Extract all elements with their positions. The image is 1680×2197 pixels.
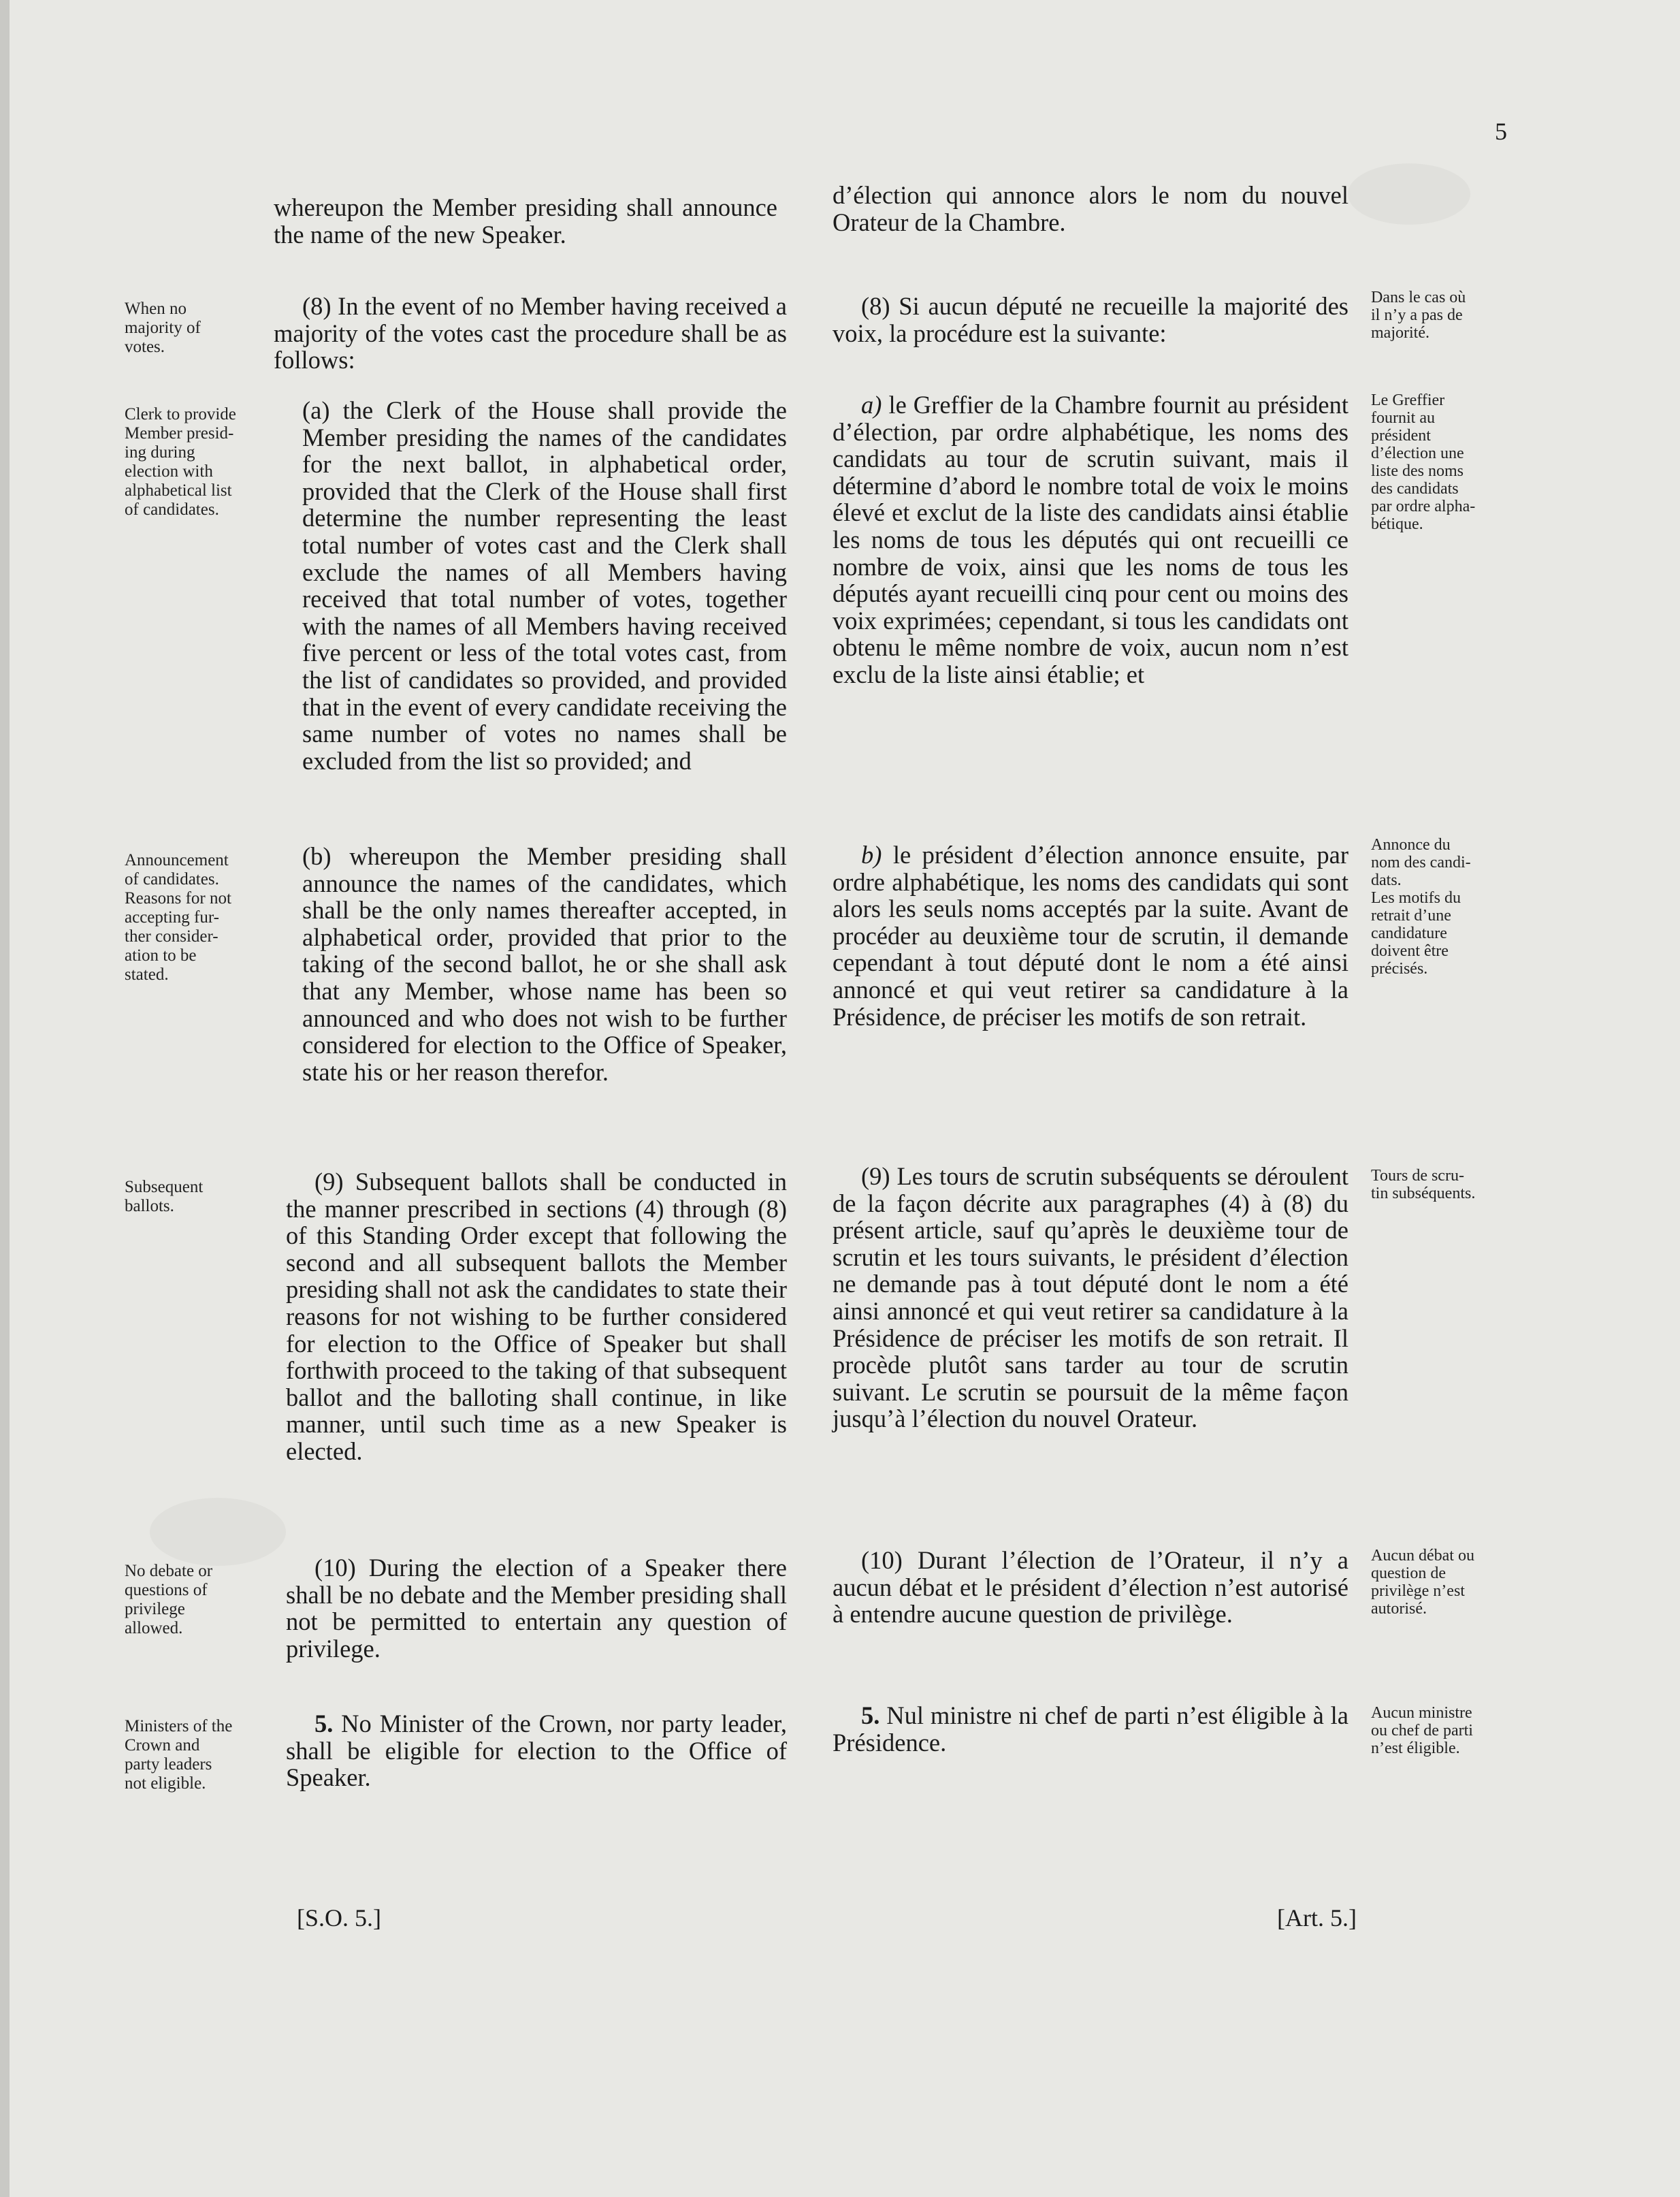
fr-paragraph-8b <box>833 841 1348 1030</box>
scan-edge <box>0 0 10 2197</box>
fr-paragraph-8b-text: le président d’élection annonce ensuite, par ordre alphabétique, les noms des candidats qui sont alors les seuls noms acceptés par la suite. Avant de procéder au deuxième tour de scrutin, il demande cependant à tout député dont le nom a été ainsi annoncé et qui veut retirer sa candidature à la Présidence, de préciser les motifs de son retrait. <box>833 841 1348 1031</box>
fr-paragraph-8a <box>833 391 1348 688</box>
en-note-ministers: Ministers of the Crown and party leaders not eligible. <box>125 1717 233 1793</box>
fr-section-5 <box>833 1702 1348 1756</box>
fr-note-no-debate: Aucun débat ou question de privilège n’est autorisé. <box>1371 1547 1474 1618</box>
page-number: 5 <box>1495 118 1507 145</box>
en-continuation <box>274 194 777 248</box>
en-paragraph-8b-text: whereupon the Member presiding shall announce the names of the candidates, which shall be the only names thereafter accepted, in alphabetical order, provided that prior to the taking of the second ballot, he or she shall ask that any Member, whose name has been so announced and who does not wish to be further considered for election to the Office of Speaker, state his or her reason therefor. <box>302 842 788 1086</box>
en-paragraph-8: (8) In the event of no Member having received a majority of the votes cast the procedure shall be as follows: <box>274 292 787 374</box>
fr-paragraph-8a-text: le Greffier de la Chambre fournit au président d’élection, par ordre alphabétique, les noms des candidats au tour de scrutin suivant, mais il détermine d’abord le nombre total de voix le moins élevé et exclut de la liste des candidats ainsi établie les noms de tous les députés qui ont recueilli ce nombre de voix, ainsi que les noms de tous les députés ayant recueilli cinq pour cent ou moins des voix exprimées; cependant, si tous les candidats ont obtenu le même nombre de voix, aucun nom n’est exclu de la liste ainsi établie; et <box>833 391 1348 688</box>
en-paragraph-8a-text: the Clerk of the House shall provide the Member presiding the names of the candidates for the next ballot, in alphabetical order, provided that the Clerk of the House shall first determine the number representing the least total number of votes cast and the Clerk shall exclude the names of all Members having received that total number of votes, together with the names of all Members having received five percent or less of the total votes cast, from the list of candidates so provided, and provided that in the event of every candidate receiving the same number of votes no names shall be excluded from the list so provided; and <box>302 396 788 775</box>
en-paragraph-8a <box>302 397 787 774</box>
fr-continuation-text: d’élection qui annonce alors le nom du nouvel Orateur de la Chambre. <box>833 181 1348 236</box>
en-continuation-text: whereupon the Member presiding shall announce the name of the new Speaker. <box>274 193 777 248</box>
bleed-through-smudge <box>150 1498 286 1566</box>
fr-paragraph-10: (10) Durant l’élection de l’Orateur, il n’y a aucun débat et le président d’élection n’est autorisé à entendre aucune question de privilège. <box>833 1546 1348 1629</box>
en-paragraph-8b <box>302 843 787 1085</box>
footer-reference-fr: [Art. 5.] <box>1277 1904 1357 1931</box>
fr-note-ministers: Aucun ministre ou chef de parti n’est éligible. <box>1371 1704 1473 1757</box>
fr-paragraph-8: (8) Si aucun député ne recueille la majorité des voix, la procédure est la suivante: <box>833 292 1348 347</box>
fr-paragraph-9: (9) Les tours de scrutin subséquents se déroulent de la façon décrite aux paragraphes (4) à (8) du présent article, sauf qu’après le deuxième tour de scrutin et les tours suivants, le président d’élection ne demande pas à tout député dont le nom a été ainsi annoncé et qui veut retirer sa candidature à la Présidence de préciser les motifs de son retrait. Il procède plutôt sans tarder au tour de scrutin suivant. Le scrutin se poursuit de la même façon jusqu’à l’élection du nouvel Orateur. <box>833 1162 1348 1433</box>
en-paragraph-10: (10) During the election of a Speaker there shall be no debate and the Member presiding shall not be permitted to entertain any question of privilege. <box>286 1554 787 1663</box>
fr-continuation <box>833 182 1348 236</box>
en-section-5 <box>286 1710 787 1791</box>
fr-section-5-number: 5. <box>861 1701 880 1729</box>
en-paragraph-8b-label: (b) <box>302 842 332 870</box>
en-note-no-debate: No debate or questions of privilege allowed. <box>125 1562 213 1637</box>
fr-note-announcement: Annonce du nom des candi- dats. Les motifs du retrait d’une candidature doivent être précisés. <box>1371 836 1471 978</box>
footer-reference-en: [S.O. 5.] <box>297 1904 381 1931</box>
fr-note-subsequent-ballots: Tours de scru- tin subséquents. <box>1371 1167 1476 1202</box>
en-note-announcement: Announcement of candidates. Reasons for not accepting fur- ther consider- ation to be stated. <box>125 851 231 984</box>
fr-paragraph-8a-label: a) <box>861 391 882 419</box>
bleed-through-smudge <box>1348 163 1470 225</box>
fr-note-no-majority: Dans le cas où il n’y a pas de majorité. <box>1371 289 1466 342</box>
en-note-no-majority: When no majority of votes. <box>125 300 201 356</box>
fr-paragraph-8b-label: b) <box>861 841 882 869</box>
en-note-clerk-list: Clerk to provide Member presid- ing during election with alphabetical list of candidates. <box>125 405 236 519</box>
fr-note-clerk-list: Le Greffier fournit au président d’élection une liste des noms des candidats par ordre alpha- bétique. <box>1371 391 1476 533</box>
en-paragraph-9: (9) Subsequent ballots shall be conducted in the manner prescribed in sections (4) through (8) of this Standing Order except that following the second and all subsequent ballots the Member presiding shall not ask the candidates to state their reasons for not wishing to be further considered for election to the Office of Speaker but shall forthwith proceed to the taking of that subsequent ballot and the balloting shall continue, in like manner, until such time as a new Speaker is elected. <box>286 1168 787 1465</box>
en-section-5-number: 5. <box>314 1710 334 1737</box>
en-section-5-text: No Minister of the Crown, nor party leader, shall be eligible for election to the Office of Speaker. <box>286 1710 787 1792</box>
en-note-subsequent-ballots: Subsequent ballots. <box>125 1178 204 1215</box>
fr-section-5-text: Nul ministre ni chef de parti n’est éligible à la Présidence. <box>833 1701 1348 1757</box>
en-paragraph-8a-label: (a) <box>302 396 330 424</box>
